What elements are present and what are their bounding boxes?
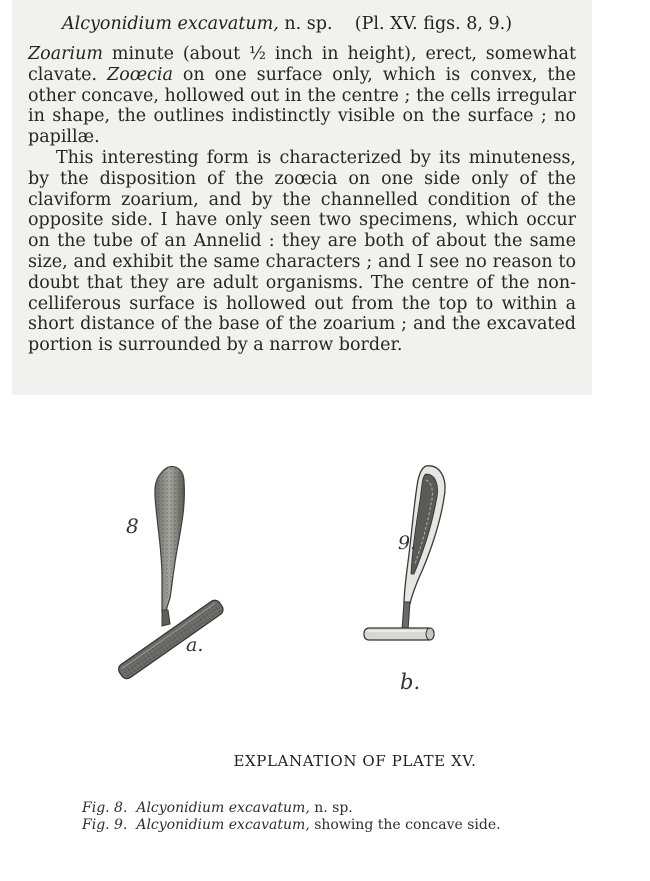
species-suffix: n. sp. — [284, 14, 333, 34]
figure-legend — [82, 800, 501, 834]
description-text — [28, 44, 576, 356]
plate-reference: (Pl. XV. figs. 8, 9.) — [354, 14, 513, 34]
term-zoarium: Zoarium — [28, 44, 103, 64]
figure-8-tube-label: a. — [186, 634, 204, 656]
species-heading — [62, 14, 512, 34]
figure-9-tube-label: b. — [400, 670, 421, 694]
legend-fig-8-species: Alcyonidium excavatum, — [136, 800, 310, 816]
figure-8-illustration — [110, 460, 250, 680]
term-zooecia: Zoœcia — [107, 64, 173, 85]
legend-fig-9-ref: Fig. 9. — [82, 817, 128, 833]
figure-8-number: 8 — [126, 514, 139, 538]
diagnosis-text-1: minute (about ½ inch in height), erect, somewhat clavate. — [28, 44, 576, 85]
figure-9-number: 9. — [398, 532, 417, 554]
figure-9-drawing — [356, 462, 476, 662]
legend-fig-8-note: n. sp. — [309, 800, 353, 816]
figure-9-illustration — [356, 462, 476, 662]
legend-line-fig-9 — [82, 817, 501, 834]
legend-fig-9-note: showing the concave side. — [309, 817, 501, 833]
legend-fig-8-ref: Fig. 8. — [82, 800, 128, 816]
legend-fig-9-species: Alcyonidium excavatum, — [136, 817, 310, 833]
legend-line-fig-8 — [82, 800, 501, 817]
figure-8-drawing — [110, 460, 250, 680]
species-name: Alcyonidium excavatum, — [62, 14, 279, 34]
diagnosis-text-2: on one surface only, which is convex, the other concave, hollowed out in the centre ; the cells irregular in shape, the outlines indistinctly visible on the surface ; no papillæ. — [28, 64, 577, 148]
diagnosis-paragraph — [28, 44, 576, 148]
discussion-paragraph: This interesting form is characterized by its minuteness, by the disposition of the zoœcia on one side only of the claviform zoarium, and by the channelled condition of the opposite side. I have only seen two specimens, which occur on the tube of an Annelid : they are both of about the same size, and exhibit the same characters ; and I see no reason to doubt that they are adult organisms. The centre of the non-celliferous surface is hollowed out from the top to within a short distance of the base of the zoarium ; and the excavated portion is surrounded by a narrow border. — [28, 147, 576, 356]
plate-explanation-title: EXPLANATION OF PLATE XV. — [233, 752, 477, 770]
